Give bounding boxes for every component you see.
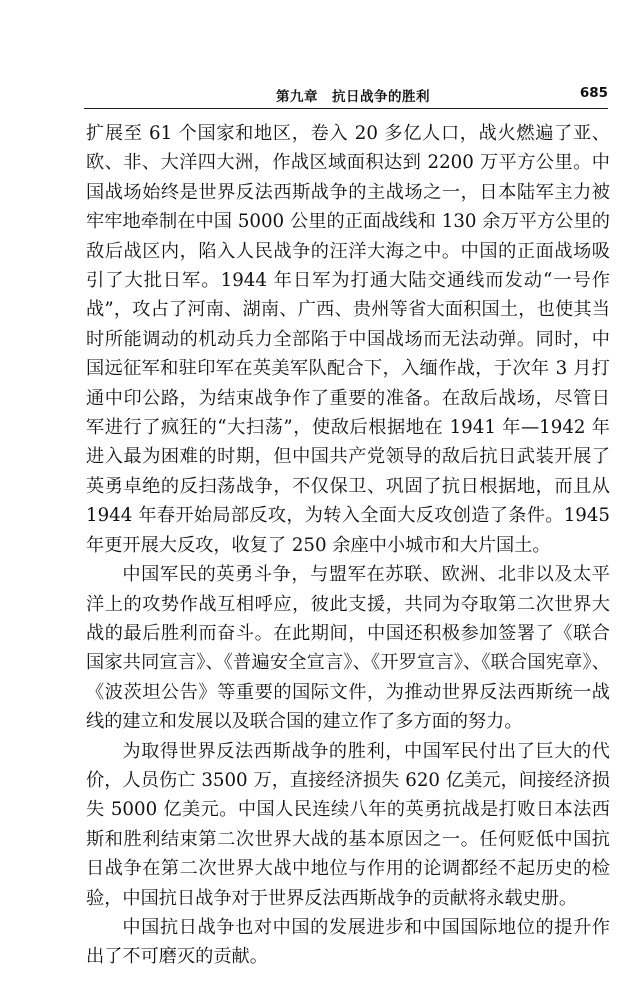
running-header xyxy=(84,84,608,109)
paragraph-continuation: 扩展至 61 个国家和地区，卷入 20 多亿人口，战火燃遍了亚、欧、非、大洋四大洲，作战区域面积达到 2200 万平方公里。中国战场始终是世界反法西斯战争的主战场之一，日本陆军主力被牢牢地牵制在中国 5000 公里的正面战线和 130 余万平方公里的敌后战区内，陷入人民战争的汪洋大海之中。中国的正面战场吸引了大批日军。1944 年日军为打通大陆交通线而发动“一号作战”，攻占了河南、湖南、广西、贵州等省大面积国土，也使其当时所能调动的机动兵力全部陷于中国战场而无法动弹。同时，中国远征军和驻印军在英美军队配合下，入缅作战，于次年 3 月打通中印公路，为结束战争作了重要的准备。在敌后战场，尽管日军进行了疯狂的“大扫荡”，使敌后根据地在 1941 年—1942 年进入最为困难的时期，但中国共产党领导的敌后抗日武装开展了英勇卓绝的反扫荡战争，不仅保卫、巩固了抗日根据地，而且从 1944 年春开始局部反攻，为转入全面大反攻创造了条件。1945 年更开展大反攻，收复了 250 余座中小城市和大片国土。 xyxy=(86,123,610,556)
paragraph: 为取得世界反法西斯战争的胜利，中国军民付出了巨大的代价，人员伤亡 3500 万，直接经济损失 620 亿美元，间接经济损失 5000 亿美元。中国人民连续八年的英勇抗战是打败日本法西斯和胜利结束第二次世界大战的基本原因之一。任何贬低中国抗日战争在第二次世界大战中地位与作用的论调都经不起历史的检验，中国抗日战争对于世界反法西斯战争的贡献将永载史册。 xyxy=(86,740,610,909)
body-text xyxy=(86,119,610,972)
paragraph: 中国抗日战争也对中国的发展进步和中国国际地位的提升作出了不可磨灭的贡献。 xyxy=(86,916,610,968)
chapter-title: 第九章 抗日战争的胜利 xyxy=(276,89,430,105)
page-number: 685 xyxy=(579,85,608,101)
paragraph: 中国军民的英勇斗争，与盟军在苏联、欧洲、北非以及太平洋上的攻势作战互相呼应，彼此支援，共同为夺取第二次世界大战的最后胜利而奋斗。在此期间，中国还积极参加签署了《联合国家共同宣言》、《普遍安全宣言》、《开罗宣言》、《联合国宪章》、《波茨坦公告》等重要的国际文件，为推动世界反法西斯统一战线的建立和发展以及联合国的建立作了多方面的努力。 xyxy=(86,564,610,733)
